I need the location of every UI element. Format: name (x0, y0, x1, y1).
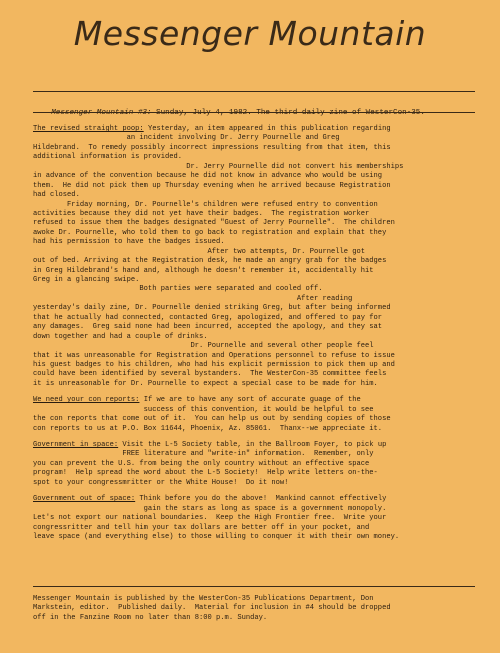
body-line: program! Help spread the word about the L-5 Society! Help write letters on-the- (33, 469, 378, 478)
article-body (33, 125, 475, 542)
dateline-rule (33, 112, 475, 113)
masthead-title: Messenger Mountain (73, 14, 427, 53)
body-line: you can prevent the U.S. from being the only country without an effective space (33, 459, 370, 468)
dateline-text: Sunday, July 4, 1982. The third daily zine of WesterCon-35. (151, 109, 425, 117)
body-line: down together and had a couple of drinks. (33, 332, 208, 341)
body-line: gain the stars as long as space is a government monopoly. (33, 504, 387, 513)
body-line: his guest badges to his children, who had his explicit permission to pick them up and (33, 360, 395, 369)
body-line: any damages. Greg said none had been incurred, accepted the apology, and they sat (33, 323, 383, 332)
colophon (33, 595, 475, 623)
colophon-line: Messenger Mountain is published by the WesterCon-35 Publications Department, Don (33, 595, 374, 603)
body-line: Greg in a glancing swipe. (33, 276, 140, 284)
body-line: activities because they did not yet have their badges. The registration worker (33, 209, 370, 218)
colophon-line: Markstein, editor. Published daily. Material for inclusion in #4 should be dropped (33, 604, 391, 613)
dateline (33, 98, 478, 128)
section-government-in-space (33, 441, 475, 488)
body-line: leave space (and everything else) to those willing to conquer it with their own money. (33, 532, 400, 541)
section-revised (33, 125, 475, 389)
body-line: the con reports that come out of it. You can help us out by sending copies of those (33, 415, 391, 424)
body-line: them. He did not pick them up Thursday evening when he arrived because Registration (33, 181, 391, 190)
body-line: Yesterday, an item appeared in this publication regarding (143, 125, 391, 133)
body-line: If we are to have any sort of accurate guage of the (139, 396, 361, 405)
section-heading: We need your con reports: (33, 396, 140, 405)
colophon-line: off in the Fanzine Room no later than 8:00 p.m. Sunday. (33, 613, 268, 622)
body-line: could have been identified by several bystanders. The WesterCon-35 committee feels (33, 370, 387, 379)
section-heading: Government out of space: (33, 495, 136, 504)
body-line: Dr. Jerry Pournelle did not convert his memberships (33, 162, 404, 171)
body-line: out of bed. Arriving at the Registration desk, he made an angry grab for the badges (33, 257, 387, 266)
top-rule (33, 91, 475, 92)
body-line: Think before you do the above! Mankind cannot effectively (135, 495, 387, 504)
body-line: After reading (33, 294, 353, 303)
body-line: Dr. Pournelle and several other people feel (33, 342, 374, 351)
dateline-publication-name: Messenger Mountain #3: (51, 109, 152, 117)
body-line: Both parties were separated and cooled off. (33, 285, 323, 294)
body-line: FREE literature and "write-in" information. Remember, only (33, 450, 374, 459)
section-government-out-of-space (33, 495, 475, 542)
body-line: Hildebrand. To remedy possibly incorrect impressions resulting from that item, this (33, 143, 391, 152)
section-con-reports (33, 396, 475, 434)
body-line: that he actually had connected, contacted Greg, apologized, and offered to pay for (33, 313, 383, 322)
body-line: an incident involving Dr. Jerry Pournelle and Greg (33, 134, 340, 143)
body-line: Friday morning, Dr. Pournelle's children were refused entry to convention (33, 200, 378, 209)
body-line: spot to your congressmritter or the White House! Do it now! (33, 478, 289, 487)
body-line: in Greg Hildebrand's hand and, although he doesn't remember it, accidentally hit (33, 266, 374, 275)
body-line: had his permission to have the badges issued. (33, 238, 225, 247)
section-heading: Government in space: (33, 441, 119, 449)
body-line: additional information is provided. (33, 153, 182, 162)
body-line: con reports to us at P.O. Box 11644, Phoenix, Az. 85061. Thanx--we appreciate it. (33, 424, 383, 433)
body-line: Visit the L-5 Society table, in the Ballroom Foyer, to pick up (118, 441, 387, 449)
body-line: it is unreasonable for Dr. Pournelle to expect a special case to be made for him. (33, 379, 378, 388)
body-line: success of this convention, it would be helpful to see (33, 405, 374, 414)
footer-rule (33, 586, 475, 587)
body-line: After two attempts, Dr. Pournelle got (33, 247, 366, 256)
body-line: that it was unreasonable for Registration and Operations personnel to refuse to issue (33, 351, 395, 360)
body-line: congressritter and tell him your tax dollars are better off in your pocket, and (33, 523, 370, 532)
body-line: refused to issue them the badges designated "Guest of Jerry Pournelle". The children (33, 219, 395, 228)
body-line: Let's not export our national boundaries. Keep the High Frontier free. Write your (33, 514, 387, 523)
body-line: yesterday's daily zine, Dr. Pournelle denied striking Greg, but after being informed (33, 304, 391, 313)
section-heading: The revised straight poop: (33, 125, 144, 133)
body-line: in advance of the convention because he did not know in advance who would be using (33, 172, 383, 181)
body-line: awoke Dr. Pournelle, who told them to go back to registration and explain that they (33, 228, 387, 237)
body-line: had closed. (33, 191, 80, 200)
